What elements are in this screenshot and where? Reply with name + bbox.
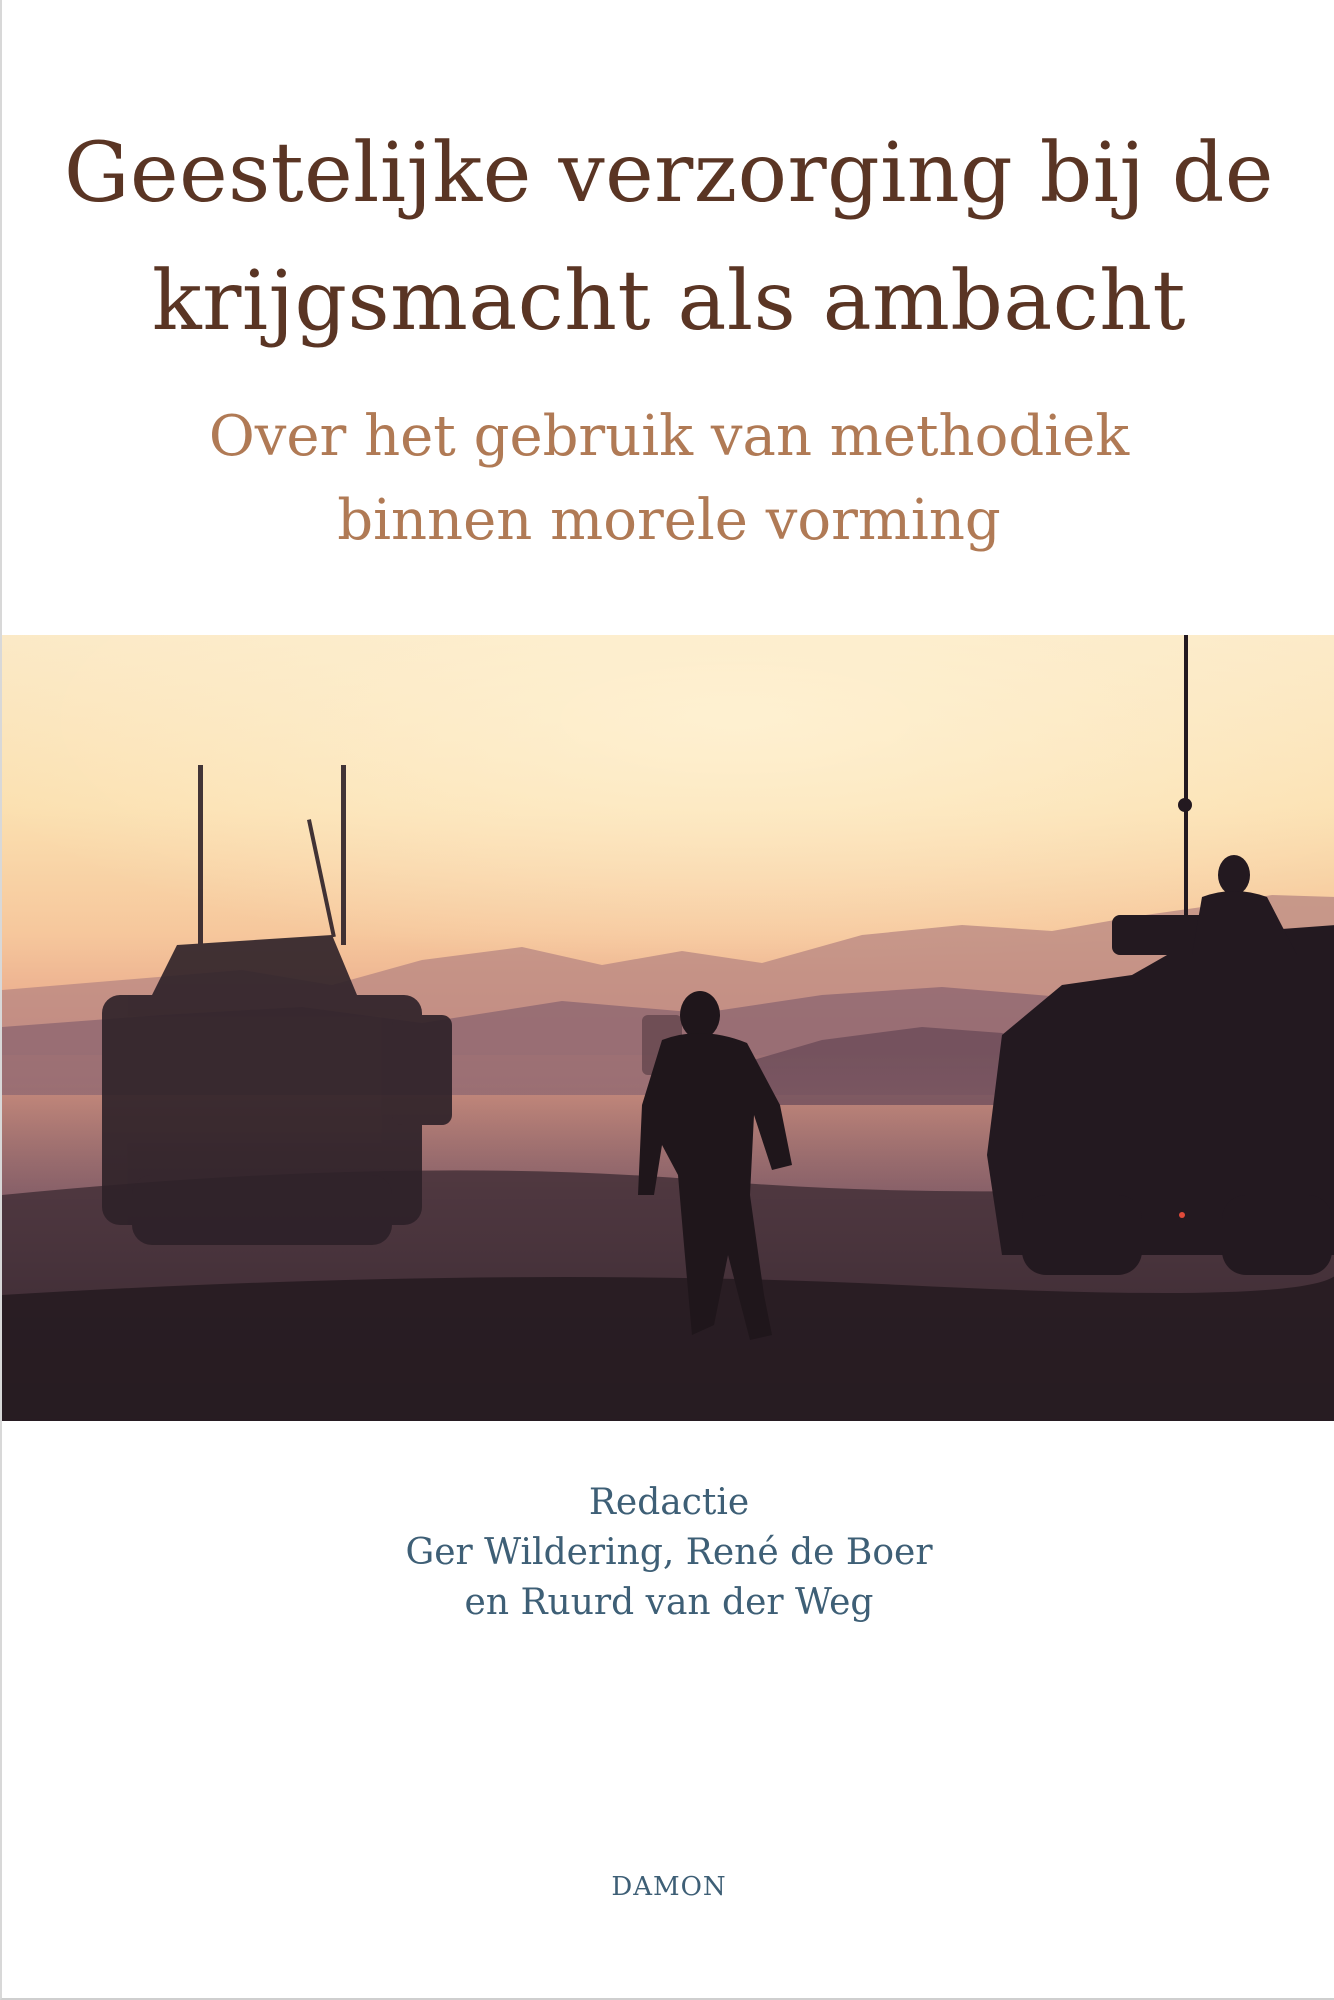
title-line-2: krijgsmacht als ambacht bbox=[152, 254, 1186, 349]
desert-patrol-photo bbox=[2, 635, 1334, 1421]
editors-names-line-1: Ger Wildering, René de Boer bbox=[405, 1532, 933, 1573]
publisher-name: DAMON bbox=[611, 1872, 727, 1902]
book-title bbox=[2, 110, 1334, 366]
editors-names-line-2: en Ruurd van der Weg bbox=[464, 1582, 874, 1623]
book-subtitle bbox=[2, 395, 1334, 563]
cover-photo bbox=[2, 635, 1334, 1421]
editors-block bbox=[2, 1478, 1334, 1628]
subtitle-line-1: Over het gebruik van methodiek bbox=[208, 404, 1130, 469]
editors-heading: Redactie bbox=[588, 1482, 750, 1523]
title-line-1: Geestelijke verzorging bij de bbox=[64, 126, 1274, 221]
subtitle-line-2: binnen morele vorming bbox=[337, 488, 1001, 553]
